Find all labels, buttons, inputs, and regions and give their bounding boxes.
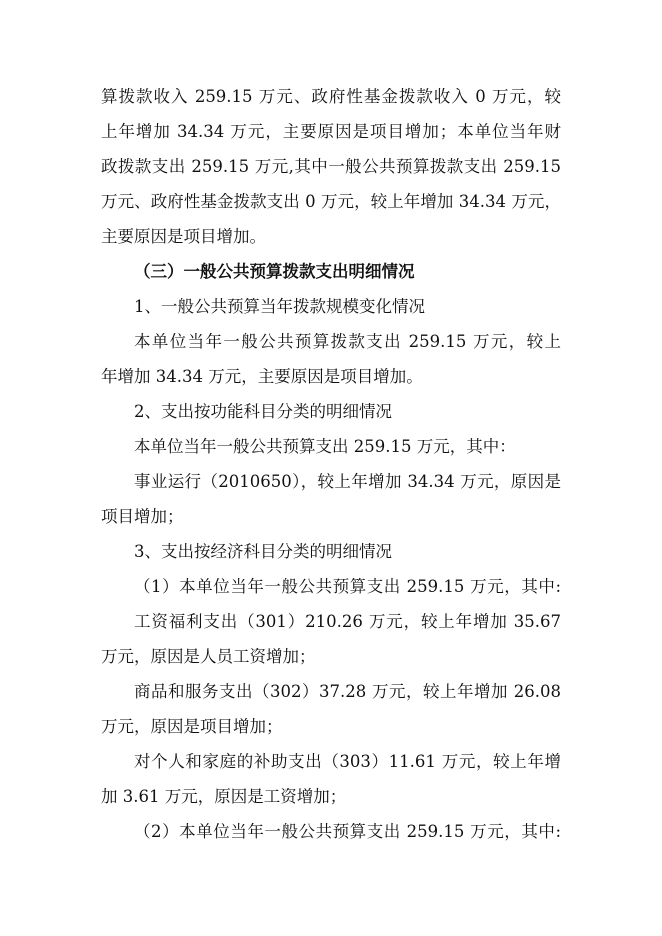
paragraph-line: 上年增加 34.34 万元，主要原因是项目增加；本单位当年财: [101, 122, 561, 141]
paragraph-line: 项目增加；: [101, 507, 184, 526]
paragraph-line: 本单位当年一般公共预算拨款支出 259.15 万元，较上: [134, 332, 561, 351]
paragraph-line: 对个人和家庭的补助支出（303）11.61 万元，较上年增: [134, 752, 561, 771]
paragraph-line: 万元、政府性基金拨款支出 0 万元，较上年增加 34.34 万元，: [101, 192, 561, 211]
paragraph-line: 工资福利支出（301）210.26 万元，较上年增加 35.67: [134, 612, 561, 631]
subsection-heading: 2、支出按功能科目分类的明细情况: [134, 402, 392, 421]
subsection-heading: 1、一般公共预算当年拨款规模变化情况: [134, 297, 425, 316]
paragraph-line: 政拨款支出 259.15 万元,其中一般公共预算拨款支出 259.15: [101, 157, 561, 176]
paragraph-line: 主要原因是项目增加。: [101, 227, 266, 246]
paragraph-line: 万元，原因是人员工资增加；: [101, 647, 316, 666]
paragraph-line: 加 3.61 万元，原因是工资增加；: [101, 787, 347, 806]
paragraph-line: （2）本单位当年一般公共预算支出 259.15 万元，其中:: [134, 822, 561, 841]
paragraph-line: 商品和服务支出（302）37.28 万元，较上年增加 26.08: [134, 682, 561, 701]
paragraph-line: 事业运行（2010650），较上年增加 34.34 万元，原因是: [134, 472, 561, 491]
section-heading: （三）一般公共预算拨款支出明细情况: [134, 262, 415, 281]
paragraph-line: 本单位当年一般公共预算支出 259.15 万元，其中：: [134, 437, 516, 456]
paragraph-line: 算拨款收入 259.15 万元、政府性基金拨款收入 0 万元，较: [101, 87, 561, 106]
paragraph-line: 年增加 34.34 万元，主要原因是项目增加。: [101, 367, 423, 386]
paragraph-line: 万元，原因是项目增加；: [101, 717, 283, 736]
subsection-heading: 3、支出按经济科目分类的明细情况: [134, 542, 392, 561]
paragraph-line: （1）本单位当年一般公共预算支出 259.15 万元，其中:: [134, 577, 561, 596]
